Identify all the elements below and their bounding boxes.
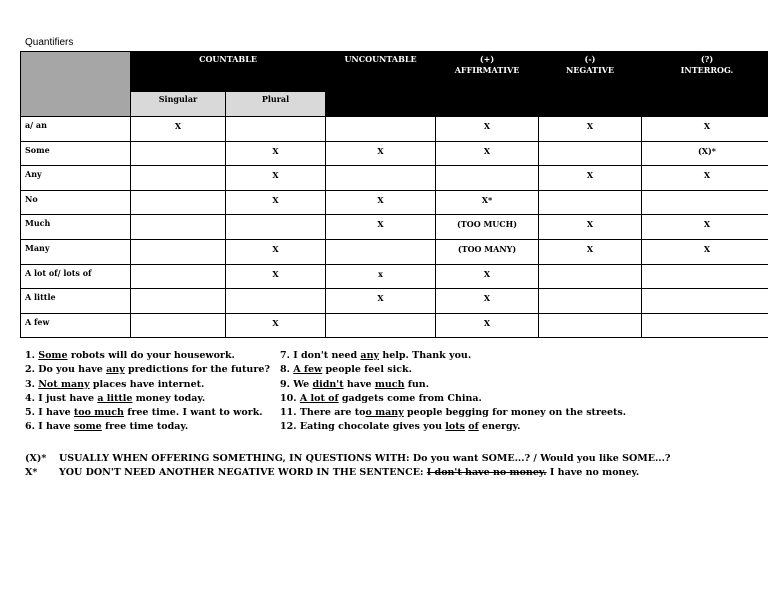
table-row — [21, 215, 768, 240]
row-label: Some — [21, 141, 131, 166]
row-label: A few — [21, 313, 131, 338]
document-title: Quantifiers — [25, 37, 74, 48]
table-cell: (TOO MUCH) — [436, 215, 539, 240]
table-cell — [131, 141, 226, 166]
table-cell: X — [131, 117, 226, 142]
table-body — [21, 117, 768, 338]
quantifiers-table — [20, 51, 768, 338]
table-cell — [642, 313, 768, 338]
table-cell — [131, 239, 226, 264]
table-cell: X — [326, 141, 436, 166]
table-cell: X — [642, 117, 768, 142]
table-row — [21, 289, 768, 314]
struck-example: I don't have no money. — [426, 466, 547, 478]
sentences-left — [25, 349, 270, 435]
sentence-2: 2. Do you have any predictions for the future? — [25, 364, 270, 376]
footnote-text: USUALLY WHEN OFFERING SOMETHING, IN QUESTIONS WITH: Do you want SOME...? / Would you like SOME...? — [59, 453, 671, 464]
table-cell: X — [326, 215, 436, 240]
table-cell: (X)* — [642, 141, 768, 166]
table-cell: X — [226, 190, 326, 215]
footnote-offering — [25, 452, 671, 466]
table-cell — [226, 117, 326, 142]
table-cell: X — [436, 117, 539, 142]
table-cell — [131, 190, 226, 215]
sentence-7: 7. I don't need any help. Thank you. — [280, 350, 472, 361]
table-cell — [539, 289, 642, 314]
table-cell: X — [539, 166, 642, 191]
row-label: No — [21, 190, 131, 215]
header-singular: Singular — [131, 92, 226, 117]
row-label: a/ an — [21, 117, 131, 142]
table-row — [21, 264, 768, 289]
table-cell: X — [326, 190, 436, 215]
row-label: Much — [21, 215, 131, 240]
table-cell — [226, 215, 326, 240]
table-cell: X — [642, 166, 768, 191]
table-cell: X — [436, 264, 539, 289]
table-cell — [326, 166, 436, 191]
table-cell — [326, 239, 436, 264]
footnote-text: YOU DON'T NEED ANOTHER NEGATIVE WORD IN THE SENTENCE: — [59, 466, 427, 478]
table-cell: X — [226, 264, 326, 289]
table-cell: X — [326, 289, 436, 314]
sentence-3: 3. Not many places have internet. — [25, 378, 205, 390]
table-cell: X — [436, 313, 539, 338]
header-countable: COUNTABLE — [131, 52, 326, 92]
table-cell — [131, 215, 226, 240]
correct-example: I have no money. — [546, 466, 640, 478]
table-cell: X — [226, 313, 326, 338]
footnote-key: (X)* — [25, 453, 47, 464]
table-cell — [326, 117, 436, 142]
table-cell — [326, 313, 436, 338]
footnotes — [25, 452, 671, 479]
table-cell — [642, 264, 768, 289]
table-cell — [436, 166, 539, 191]
sentence-12: 12. Eating chocolate gives you lots of energy. — [280, 421, 521, 433]
sentence-5: 5. I have too much free time. I want to work. — [25, 407, 263, 419]
sentence-6: 6. I have some free time today. — [25, 421, 189, 433]
table-cell: X — [436, 289, 539, 314]
table-cell — [131, 264, 226, 289]
row-label: Many — [21, 239, 131, 264]
table-cell: X — [642, 215, 768, 240]
header-uncountable: UNCOUNTABLE — [326, 52, 436, 117]
table-cell — [642, 190, 768, 215]
table-row — [21, 166, 768, 191]
table-cell: X — [539, 117, 642, 142]
sentence-11: 11. There are too many people begging for money on the streets. — [280, 407, 627, 419]
sentence-9: 9. We didn't have much fun. — [280, 378, 430, 390]
table-cell: X — [642, 239, 768, 264]
table-row — [21, 117, 768, 142]
table-cell: X — [436, 141, 539, 166]
table-cell — [539, 141, 642, 166]
table-cell: X — [226, 239, 326, 264]
sentence-8: 8. A few people feel sick. — [280, 364, 412, 376]
table-cell: X — [539, 239, 642, 264]
row-label: Any — [21, 166, 131, 191]
table-cell — [131, 313, 226, 338]
sentence-4: 4. I just have a little money today. — [25, 392, 206, 404]
table-cell — [131, 166, 226, 191]
sentences-right — [280, 349, 626, 435]
sentence-10: 10. A lot of gadgets come from China. — [280, 392, 482, 404]
table-cell: X — [226, 166, 326, 191]
footnote-double-negative — [25, 466, 671, 480]
table-row — [21, 141, 768, 166]
row-label: A little — [21, 289, 131, 314]
table-row — [21, 239, 768, 264]
table-cell: X* — [436, 190, 539, 215]
header-plural: Plural — [226, 92, 326, 117]
table-cell: X — [539, 215, 642, 240]
header-corner — [21, 52, 131, 117]
table-cell: x — [326, 264, 436, 289]
table-cell — [539, 313, 642, 338]
table-row — [21, 313, 768, 338]
row-label: A lot of/ lots of — [21, 264, 131, 289]
table-cell: (TOO MANY) — [436, 239, 539, 264]
footnote-key: X* — [25, 466, 38, 478]
header-affirmative: (+) AFFIRMATIVE — [436, 52, 539, 117]
table-row — [21, 190, 768, 215]
header-negative: (-) NEGATIVE — [539, 52, 642, 117]
table-cell — [539, 190, 642, 215]
table-cell — [642, 289, 768, 314]
table-cell — [226, 289, 326, 314]
header-interrogative: (?) INTERROG. — [642, 52, 768, 117]
table-cell — [539, 264, 642, 289]
table-cell — [131, 289, 226, 314]
sentence-1: 1. Some robots will do your housework. — [25, 350, 235, 361]
table-cell: X — [226, 141, 326, 166]
